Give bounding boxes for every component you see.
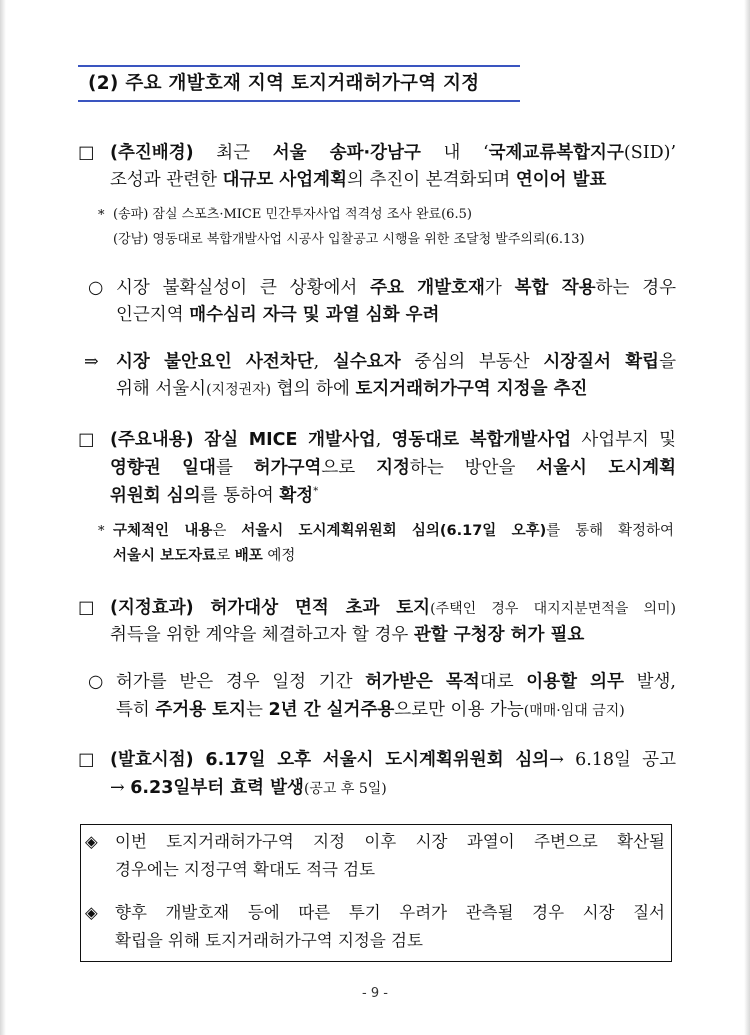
p3-sub-line2: 특히 주거용 토지는 2년 간 실거주용으로만 이용 가능(매매·임대 금지) [116, 700, 625, 720]
diamond-bullet-icon: ◈ [85, 832, 98, 851]
summary-box: ◈ 이번 토지거래허가구역 지정 이후 시장 과열이 주변으로 확산될 경우에는 지정구역 확대도 적극 검토 ◈ 향후 개발호재 등에 따른 투기 우려가 관측될 경우 시장 질서 확립을 위해 토지거래허가구역 지정을 검토 [80, 824, 672, 962]
p1-sub-line2: 인근지역 매수심리 자극 및 과열 심화 우려 [116, 305, 440, 325]
diamond-bullet-icon: ◈ [85, 903, 98, 922]
p1-arrow-line2: 위해 서울시(지정권자) 협의 하에 토지거래허가구역 지정을 추진 [116, 379, 588, 399]
asterisk-bullet: * [98, 524, 105, 539]
p2-line2: 영향권 일대를 허가구역으로 지정하는 방안을 서울시 도시계획 [110, 458, 677, 478]
square-bullet: □ [78, 598, 95, 618]
section-title: (2) 주요 개발호재 지역 토지거래허가구역 지정 [78, 65, 520, 102]
p4-line1: (발효시점) 6.17일 오후 서울시 도시계획위원회 심의→ 6.18일 공고 [110, 750, 676, 770]
p1-location: 서울 송파·강남구 [272, 143, 421, 163]
circle-bullet: ○ [88, 278, 104, 298]
square-bullet: □ [78, 143, 95, 163]
square-bullet: □ [78, 430, 95, 450]
asterisk-bullet: * [98, 208, 105, 223]
p4-line2: → 6.23일부터 효력 발생(공고 후 5일) [110, 778, 387, 798]
p3-line2: 취득을 위한 계약을 체결하고자 할 경우 관할 구청장 허가 필요 [110, 625, 585, 645]
p3-sub-line1: 허가를 받은 경우 일정 기간 허가받은 목적대로 이용할 의무 발생, [116, 672, 676, 692]
double-arrow-bullet: ⇒ [84, 352, 99, 372]
p2-line3: 위원회 심의를 통하여 확정* [110, 486, 319, 506]
p2-note-line1: 구체적인 내용은 서울시 도시계획위원회 심의(6.17일 오후)를 통해 확정하여 [113, 523, 674, 539]
p1-sid: 국제교류복합지구 [488, 143, 624, 163]
p1-note1: (송파) 잠실 스포츠·MICE 민간투자사업 적격성 조사 완료(6.5) [113, 207, 472, 222]
page-left-shadow [0, 0, 6, 1035]
p1-arrow-line1: 시장 불안요인 사전차단, 실수요자 중심의 부동산 시장질서 확립을 [116, 352, 676, 372]
circle-bullet: ○ [88, 672, 104, 692]
p2-line1: (주요내용) 잠실 MICE 개발사업, 영동대로 복합개발사업 사업부지 및 [110, 430, 676, 450]
p1-line1: (추진배경) 최근 서울 송파·강남구 내 ‘국제교류복합지구(SID)’ [110, 143, 677, 163]
p1-tag: (추진배경) [110, 143, 194, 163]
p2-note-line2: 서울시 보도자료로 배포 예정 [113, 548, 296, 564]
p1-sub-line1: 시장 불확실성이 큰 상황에서 주요 개발호재가 복합 작용하는 경우 [116, 278, 677, 298]
page-number: - 9 - [362, 986, 388, 1001]
square-bullet: □ [78, 750, 95, 770]
p3-line1: (지정효과) 허가대상 면적 초과 토지(주택인 경우 대지지분면적을 의미) [110, 598, 676, 618]
p1-note2: (강남) 영동대로 복합개발사업 시공사 입찰공고 시행을 위한 조달청 발주의뢰(6.13) [113, 232, 585, 247]
p1-line2: 조성과 관련한 대규모 사업계획의 추진이 본격화되며 연이어 발표 [110, 170, 607, 190]
page-right-shadow [744, 0, 750, 1035]
